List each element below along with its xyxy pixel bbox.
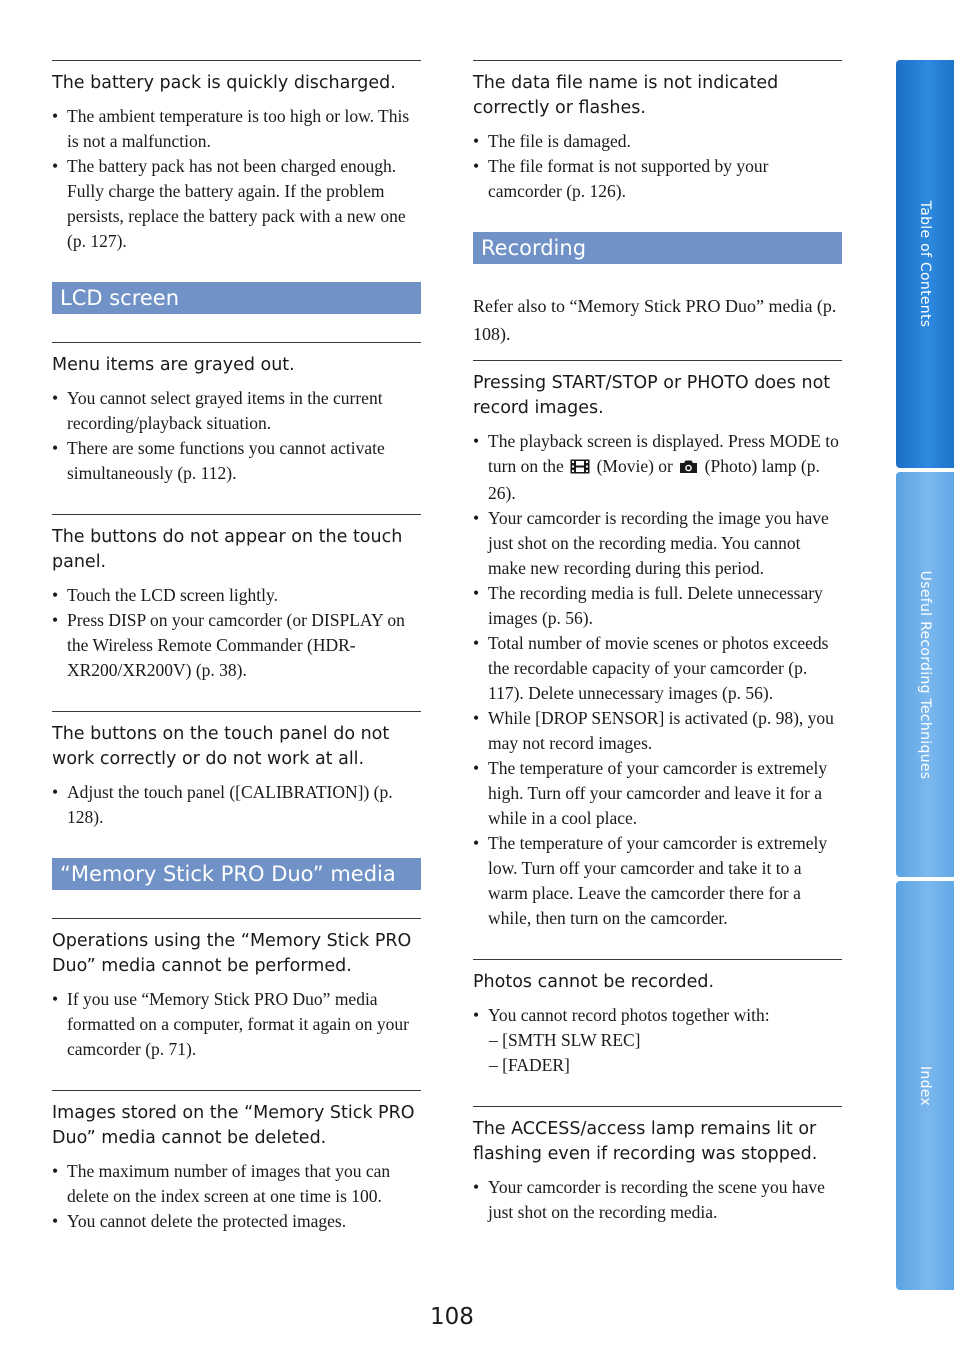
bullet-list [52, 104, 421, 254]
list-item: • Your camcorder is recording the image you have just shot on the recording media. You cannot make new recording during this period. [473, 506, 842, 581]
movie-icon [570, 456, 590, 481]
bullet-list [52, 386, 421, 486]
item-text: You cannot record photos together with: [488, 1005, 770, 1025]
topic-menu [52, 342, 421, 486]
topic-delete [52, 1090, 421, 1234]
bullet-list [52, 780, 421, 830]
topic-photos [473, 959, 842, 1078]
list-item: • The ambient temperature is too high or low. This is not a malfunction. [52, 104, 421, 154]
topic-title: The data file name is not indicated correctly or flashes. [473, 73, 779, 118]
topic-buttons-work [52, 711, 421, 830]
topic-datafile [473, 60, 842, 204]
topic-title: The buttons on the touch panel do not work correctly or do not work at all. [52, 724, 390, 769]
list-item: • Your camcorder is recording the scene you have just shot on the recording media. [473, 1175, 842, 1225]
topic-title: The battery pack is quickly discharged. [52, 73, 396, 93]
list-item: • Total number of movie scenes or photos exceeds the recordable capacity of your camcorder (p. 117). Delete unnecessary images (p. 56). [473, 631, 842, 706]
section-heading-lcd: LCD screen [52, 282, 421, 314]
topic-operations [52, 918, 421, 1062]
item-text: The playback screen is displayed. Press MODE to turn on the [488, 431, 839, 476]
list-item: • The file is damaged. [473, 129, 842, 154]
list-item: • Touch the LCD screen lightly. [52, 583, 421, 608]
list-item: • The temperature of your camcorder is extremely low. Turn off your camcorder and take it to a warm place. Leave the camcorder there for a while, then turn on the camcorder. [473, 831, 842, 931]
bullet-list [473, 1003, 842, 1078]
bullet-list [473, 129, 842, 204]
topic-title: Operations using the “Memory Stick PRO Duo” media cannot be performed. [52, 931, 412, 976]
list-item: • Adjust the touch panel ([CALIBRATION]) (p. 128). [52, 780, 421, 830]
topic-title: Menu items are grayed out. [52, 355, 295, 375]
topic-battery [52, 60, 421, 254]
bullet-list [52, 987, 421, 1062]
bullet-list [52, 1159, 421, 1234]
section-heading-memory-stick: “Memory Stick PRO Duo” media [52, 858, 421, 890]
sidebar-nav [896, 60, 954, 1290]
list-item: • Press DISP on your camcorder (or DISPLAY on the Wireless Remote Commander (HDR-XR200/XR200V) (p. 38). [52, 608, 421, 683]
topic-title: Images stored on the “Memory Stick PRO Duo” media cannot be deleted. [52, 1103, 415, 1148]
list-item: • If you use “Memory Stick PRO Duo” media formatted on a computer, format it again on your camcorder (p. 71). [52, 987, 421, 1062]
topic-title: Pressing START/STOP or PHOTO does not record images. [473, 373, 831, 418]
topic-title: Photos cannot be recorded. [473, 972, 715, 992]
page-number: 108 [430, 1304, 474, 1330]
list-item: • The maximum number of images that you can delete on the index screen at one time is 100. [52, 1159, 421, 1209]
topic-startstop [473, 360, 842, 931]
photo-camera-icon [679, 456, 698, 481]
tab-index[interactable] [896, 881, 954, 1290]
item-text: (Photo) lamp (p. 26). [488, 456, 820, 503]
sub-item: – [FADER] [489, 1055, 570, 1075]
item-text: (Movie) or [596, 456, 673, 476]
list-item: • You cannot delete the protected images. [52, 1209, 421, 1234]
list-item [473, 1003, 842, 1078]
section-heading-recording: Recording [473, 232, 842, 264]
list-item: • The recording media is full. Delete unnecessary images (p. 56). [473, 581, 842, 631]
bullet-list [473, 429, 842, 931]
right-column [473, 60, 842, 1253]
tab-useful-recording-techniques[interactable] [896, 472, 954, 877]
sub-item: – [SMTH SLW REC] [489, 1030, 641, 1050]
list-item: • While [DROP SENSOR] is activated (p. 98), you may not record images. [473, 706, 842, 756]
list-item: • The file format is not supported by your camcorder (p. 126). [473, 154, 842, 204]
tab-label: Useful Recording Techniques [917, 570, 933, 779]
list-item: • The temperature of your camcorder is extremely high. Turn off your camcorder and leave it for a while in a cool place. [473, 756, 842, 831]
tab-label: Index [917, 1065, 933, 1106]
topic-title: The buttons do not appear on the touch panel. [52, 527, 403, 572]
bullet-list [473, 1175, 842, 1225]
refer-note: Refer also to “Memory Stick PRO Duo” media (p. 108). [473, 296, 837, 344]
tab-label: Table of Contents [917, 200, 933, 328]
list-item: • You cannot select grayed items in the current recording/playback situation. [52, 386, 421, 436]
left-column [52, 60, 421, 1262]
tab-table-of-contents[interactable] [896, 60, 954, 468]
bullet-list [52, 583, 421, 683]
list-item: • There are some functions you cannot activate simultaneously (p. 112). [52, 436, 421, 486]
topic-title: The ACCESS/access lamp remains lit or flashing even if recording was stopped. [473, 1119, 818, 1164]
list-item: • The battery pack has not been charged enough. Fully charge the battery again. If the problem persists, replace the battery pack with a new one (p. 127). [52, 154, 421, 254]
topic-buttons-appear [52, 514, 421, 683]
list-item [473, 429, 842, 506]
topic-access [473, 1106, 842, 1225]
